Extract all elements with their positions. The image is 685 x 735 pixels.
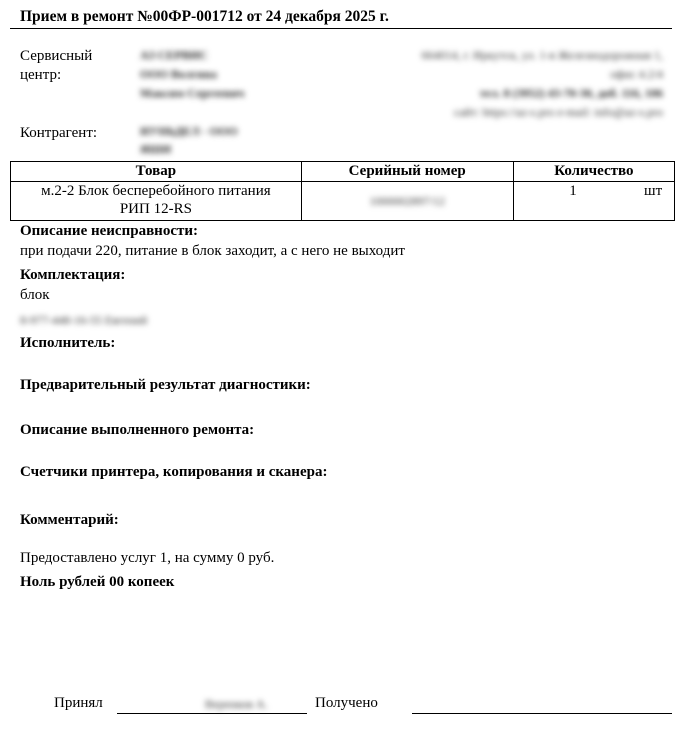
accepted-signature-line — [117, 713, 307, 714]
cell-product-line2: РИП 12-RS — [119, 201, 192, 217]
services-summary: Предоставлено услуг 1, на сумму 0 руб. — [20, 550, 275, 566]
title-divider — [10, 28, 672, 29]
accepted-label: Принял — [54, 695, 103, 711]
service-center-address-line2: офис 4.2/4 — [610, 67, 663, 81]
service-center-label-line1: Сервисный — [20, 48, 93, 64]
service-center-site: сайт: https://az-s.pro e-mail: info@az-s.pro — [453, 105, 663, 119]
amount-in-words: Ноль рублей 00 копеек — [20, 574, 175, 590]
received-signature-line — [412, 713, 672, 714]
header-serial: Серийный номер — [301, 162, 513, 182]
document-title: Прием в ремонт №00ФР-001712 от 24 декабря 2025 г. — [20, 8, 389, 25]
accepted-name: Веренков А. — [205, 697, 268, 711]
diagnostics-label: Предварительный результат диагностики: — [20, 377, 311, 393]
executor-label: Исполнитель: — [20, 335, 116, 351]
counters-label: Счетчики принтера, копирования и сканера: — [20, 464, 328, 480]
received-label: Получено — [315, 695, 378, 711]
cell-serial-value: 1000002897/12 — [369, 194, 445, 208]
kit-text: блок — [20, 287, 50, 303]
counterparty-label: Контрагент: — [20, 125, 98, 141]
service-center-name-line2: ООО Волгина — [140, 67, 217, 81]
counterparty-name-line2: ЯШИ — [140, 142, 172, 156]
kit-extra: 8-977-448-16-55 Евгений — [20, 313, 148, 327]
items-table — [10, 161, 675, 221]
cell-product-line1: м.2-2 Блок бесперебойного питания — [41, 183, 271, 199]
service-center-name — [140, 46, 244, 103]
fault-text: при подачи 220, питание в блок заходит, а с него не выходит — [20, 243, 405, 259]
comment-label: Комментарий: — [20, 512, 119, 528]
service-center-label-line2: центр: — [20, 67, 62, 83]
repair-label: Описание выполненного ремонта: — [20, 422, 255, 438]
header-product: Товар — [11, 162, 302, 182]
cell-quantity: 1 — [513, 182, 632, 221]
cell-unit: шт — [632, 182, 674, 221]
service-center-phone: тел. 8 (3952) 43-70-30, доб. 116, 106 — [479, 86, 663, 100]
service-center-name-line1: АЗ СЕРВИС — [140, 48, 208, 62]
service-center-name-line3: Максим Сергеевич — [140, 86, 245, 100]
fault-label: Описание неисправности: — [20, 223, 198, 239]
service-center-contacts — [343, 46, 663, 122]
header-quantity: Количество — [513, 162, 674, 182]
counterparty-name-line1: ИУНЬДЕЛ - ООО — [140, 124, 238, 138]
cell-serial — [301, 182, 513, 221]
service-center-address-line1: 664014, г. Иркутск, ул. 1-я Железнодорожная 1, — [421, 48, 663, 62]
service-center-label — [20, 47, 92, 85]
items-table-header — [11, 162, 675, 182]
cell-product — [11, 182, 302, 221]
table-row — [11, 182, 675, 221]
counterparty-name — [140, 122, 238, 158]
kit-label: Комплектация: — [20, 267, 126, 283]
